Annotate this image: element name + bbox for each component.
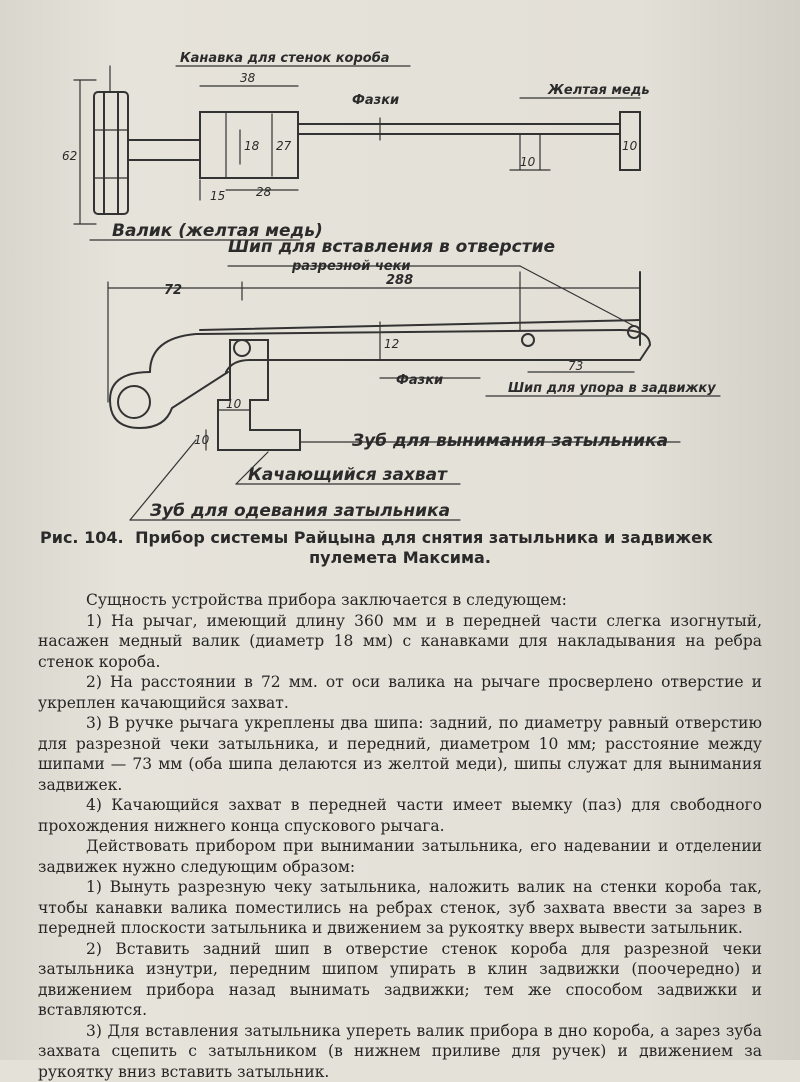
label-ship-line2: разрезной чеки <box>291 259 411 274</box>
dim-28: 28 <box>256 185 272 199</box>
label-canavka: Канавка для стенок короба <box>180 51 390 66</box>
dim-10-catch: 10 <box>226 397 242 411</box>
caption-line1: Прибор системы Райцына для снятия затыльника и задвижек <box>135 528 713 547</box>
caption-number: Рис. 104. <box>40 528 124 547</box>
label-fazki-bottom: Фазки <box>396 373 443 388</box>
label-fazki-top: Фазки <box>352 93 399 108</box>
label-ship-line1: Шип для вставления в отверстие <box>228 237 555 257</box>
paragraph: 2) На расстоянии в 72 мм. от оси валика на рычаге просверлено отверстие и укреплен качающийся захват. <box>38 672 762 713</box>
label-zub-odevaniya: Зуб для одевания затыльника <box>149 501 450 521</box>
roller-shape <box>94 92 128 214</box>
technical-figure <box>0 0 800 540</box>
dim-15: 15 <box>210 189 225 203</box>
dim-288: 288 <box>386 273 413 288</box>
paragraph: Сущность устройства прибора заключается в следующем: <box>38 590 762 611</box>
label-valik: Валик (желтая медь) <box>112 221 323 241</box>
dim-38: 38 <box>240 71 256 85</box>
dim-73: 73 <box>568 359 583 373</box>
catch-shape <box>218 340 300 450</box>
figure-caption <box>40 528 760 568</box>
paragraph: 2) Вставить задний шип в отверстие стенок короба для разрезной чеки затыльника изнутри, передним шипом упирать в клин задвижки (поочередно) и движением прибора назад вынимать задвижки; тем же способом задвижки и вставляются. <box>38 939 762 1021</box>
dim-10-height: 10 <box>622 139 638 153</box>
dim-72: 72 <box>164 283 182 298</box>
dim-62: 62 <box>62 149 77 163</box>
paragraph: 3) Для вставления затыльника упереть валик прибора в дно короба, а зарез зуба захвата сцепить с затыльником (в нижнем приливе для ручек) и движением за рукоятку вниз вставить затыльник. <box>38 1021 762 1082</box>
dim-12: 12 <box>384 337 399 351</box>
label-zub-vynimaniya: Зуб для вынимания затыльника <box>351 431 668 451</box>
label-zheltaya-med: Желтая медь <box>547 83 650 98</box>
paragraph: Действовать прибором при вынимании затыльника, его надевании и отделении задвижек нужно следующим образом: <box>38 836 762 877</box>
dim-10-tip: 10 <box>520 155 536 169</box>
figure-drawing <box>0 0 800 540</box>
dim-18: 18 <box>244 139 260 153</box>
dim-27: 27 <box>276 139 292 153</box>
paragraph: 1) Вынуть разрезную чеку затыльника, наложить валик на стенки короба так, чтобы канавки валика поместились на ребрах стенок, зуб захвата ввести за зарез в передней плоскости затыльника и движением за рукоятку вверх вывести затыльник. <box>38 877 762 939</box>
paragraph: 3) В ручке рычага укреплены два шипа: задний, по диаметру равный отверстию для разрезной чеки затыльника, и передний, диаметром 10 мм; расстояние между шипами — 73 мм (оба шипа делаются из желтой меди), шипы служат для вынимания задвижек. <box>38 713 762 795</box>
dim-10-vertical: 10 <box>194 433 210 447</box>
caption-line2: пулемета Максима. <box>40 548 760 568</box>
label-kachayushchiysya: Качающийся захват <box>248 465 448 485</box>
paragraph: 4) Качающийся захват в передней части имеет выемку (паз) для свободного прохождения нижнего конца спускового рычага. <box>38 795 762 836</box>
paragraph: 1) На рычаг, имеющий длину 360 мм и в передней части слегка изогнутый, насажен медный валик (диаметр 18 мм) с канавками для накладывания на ребра стенок короба. <box>38 611 762 673</box>
body-text <box>38 590 762 1082</box>
label-ship-upor: Шип для упора в задвижку <box>508 381 716 396</box>
